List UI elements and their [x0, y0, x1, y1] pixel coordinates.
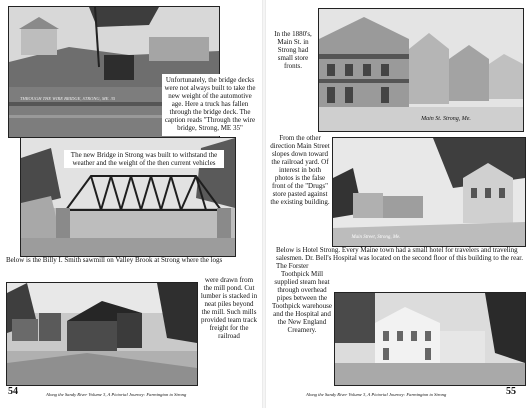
left-page [0, 0, 262, 408]
main-st-1880s-photo [318, 8, 524, 132]
left-page-number: 54 [8, 386, 18, 397]
new-bridge-caption: The new Bridge in Strong was built to withstand the weather and the weight of the then current vehicles [64, 150, 224, 168]
right-page-number: 55 [506, 386, 516, 397]
right-page [266, 0, 528, 408]
main-st-slope-caption: From the other direction Main Street slopes down toward the railroad yard. Of interest in both photos is the false front of the "Drugs" store pasted against the existing building. [270, 134, 330, 206]
left-page-footer: Along the Sandy River Volume 3, A Pictorial Journey: Farmington to Strong [46, 392, 187, 397]
main-st-slope-printed-caption: Main Street, Strong, Me. [351, 235, 401, 240]
sawmill-caption-side: were drawn from the mill pond. Cut lumber is stacked in neat piles beyond the mill. Such mills provided team track freight for the railroad [200, 276, 258, 340]
right-page-footer: Along the Sandy River Volume 3, A Pictorial Journey: Farmington to Strong [306, 392, 447, 397]
hotel-strong-photo [334, 292, 526, 386]
main-st-slope-photo [332, 137, 526, 247]
hotel-strong-caption-side: Toothpick Mill supplied steam heat through overhead pipes between the Toothpick warehouse and the Hospital and the New England Creamery. [272, 270, 332, 334]
main-st-printed-caption: Main St. Strong, Me. [421, 116, 471, 122]
sawmill-photo [6, 282, 198, 386]
truck-photo-printed-caption: THROUGH THE WIRE BRIDGE, STRONG, ME. 35 [20, 96, 116, 101]
hotel-strong-caption-lead: Below is Hotel Strong. Every Maine town had a small hotel for travelers and traveling salesmen. Dr. Bell's Hospital was located on the second floor of this building to the rear. The Forster [276, 246, 523, 270]
main-st-1880s-caption: In the 1880's, Main St. in Strong had small store fronts. [274, 30, 312, 70]
truck-photo-caption: Unfortunately, the bridge decks were not always built to take the new weight of the automotive age. Here a truck has fallen through the bridge deck. The caption reads "Through the wire bridge, Strong, ME 35" [162, 74, 258, 136]
sawmill-caption-lead: Below is the Billy I. Smith sawmill on Valley Brook at Strong where the logs [6, 256, 223, 264]
